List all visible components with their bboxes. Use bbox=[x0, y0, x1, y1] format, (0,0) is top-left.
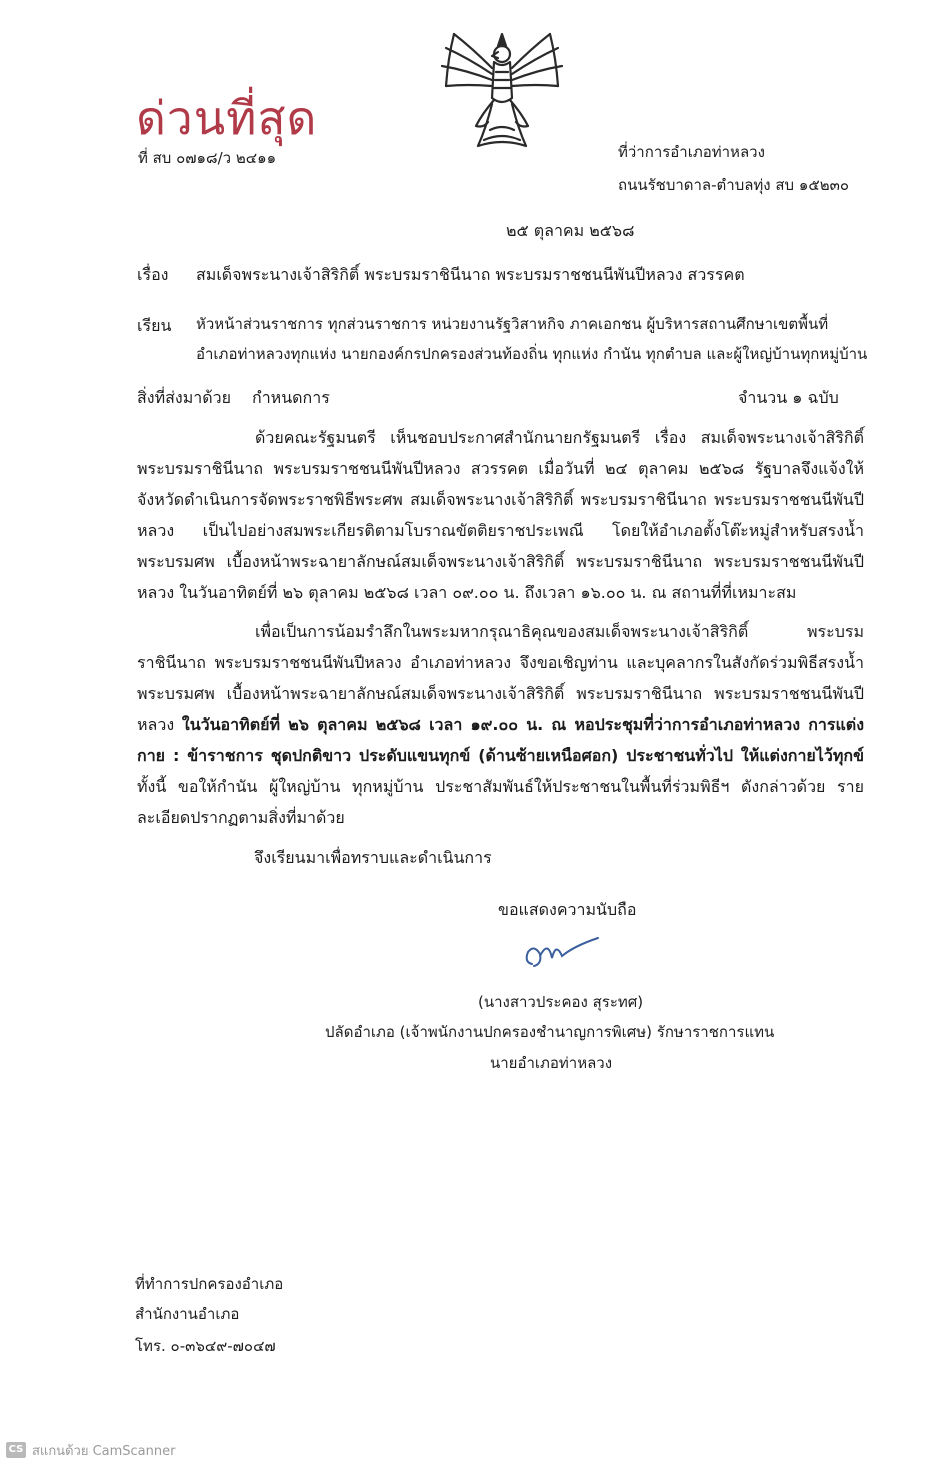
camscanner-logo-icon: CS bbox=[6, 1442, 26, 1458]
camscanner-watermark bbox=[6, 1441, 175, 1459]
ceremony-details: ในวันอาทิตย์ที่ ๒๖ ตุลาคม ๒๕๖๘ เวลา ๑๙.๐๐ น. ณ หอประชุมที่ว่าการอำเภอท่าหลวง การแต่งกาย : ข้าราชการ ชุดปกติขาว ประดับแขนทุกข์ (ด้านซ้ายเหนือศอก) ประชาชนทั่วไป ให้แต่งกายไว้ทุกข์ bbox=[137, 715, 864, 765]
reference-number: ที่ สบ ๐๗๑๘/ว ๒๔๑๑ bbox=[138, 149, 277, 167]
paragraph-2-intro: เพื่อเป็นการน้อมรำลึกในพระมหากรุณาธิคุณของสมเด็จพระนางเจ้าสิริกิติ์ พระบรมราชินีนาถ พระบรมราชชนนีพันปีหลวง อำเภอท่าหลวง จึงขอเชิญท่าน และบุคลากรในสังกัดร่วมพิธีสรงน้ำพระบรมศพ เบื้องหน้าพระฉายาลักษณ์สมเด็จพระนางเจ้าสิริกิติ์ พระบรมราชินีนาถ พระบรมราชชนนีพันปีหลวง bbox=[137, 622, 864, 734]
signatory-position-1: ปลัดอำเภอ (เจ้าพนักงานปกครองชำนาญการพิเศษ) รักษาราชการแทน bbox=[325, 1023, 775, 1041]
subject-label: เรื่อง bbox=[137, 265, 169, 284]
document-date: ๒๕ ตุลาคม ๒๕๖๘ bbox=[506, 221, 635, 240]
office-address-line1: ที่ว่าการอำเภอท่าหลวง bbox=[618, 143, 765, 161]
subject-text: สมเด็จพระนางเจ้าสิริกิติ์ พระบรมราชินีนาถ พระบรมราชชนนีพันปีหลวง สวรรคต bbox=[196, 265, 745, 284]
signature-icon bbox=[518, 932, 606, 974]
closing-request: จึงเรียนมาเพื่อทราบและดำเนินการ bbox=[254, 848, 492, 867]
footer-phone: โทร. ๐-๓๖๔๙-๗๐๔๗ bbox=[135, 1337, 276, 1355]
enclosure-count: จำนวน ๑ ฉบับ bbox=[738, 388, 839, 407]
enclosure-item: กำหนดการ bbox=[252, 388, 330, 407]
footer-office: สำนักงานอำเภอ bbox=[135, 1305, 240, 1323]
salutation: ขอแสดงความนับถือ bbox=[498, 900, 637, 919]
enclosure-label: สิ่งที่ส่งมาด้วย bbox=[137, 388, 231, 407]
to-line2: อำเภอท่าหลวงทุกแห่ง นายกองค์กรปกครองส่วนท้องถิ่น ทุกแห่ง กำนัน ทุกตำบล และผู้ใหญ่บ้านทุกหมู่บ้าน bbox=[196, 345, 868, 363]
body-paragraph-2 bbox=[137, 616, 864, 833]
to-line1: หัวหน้าส่วนราชการ ทุกส่วนราชการ หน่วยงานรัฐวิสาหกิจ ภาคเอกชน ผู้บริหารสถานศึกษาเขตพื้นที่ bbox=[196, 315, 829, 333]
paragraph-2-tail: ทั้งนี้ ขอให้กำนัน ผู้ใหญ่บ้าน ทุกหมู่บ้าน ประชาสัมพันธ์ให้ประชาชนในพื้นที่ร่วมพิธีฯ ดังกล่าวด้วย รายละเอียดปรากฏตามสิ่งที่มาด้วย bbox=[137, 777, 864, 827]
signatory-position-2: นายอำเภอท่าหลวง bbox=[490, 1054, 613, 1072]
signatory-name: (นางสาวประคอง สุระทศ) bbox=[478, 993, 644, 1011]
garuda-emblem-icon bbox=[432, 28, 572, 158]
urgency-stamp: ด่วนที่สุด bbox=[136, 91, 318, 145]
body-paragraph-1: ด้วยคณะรัฐมนตรี เห็นชอบประกาศสำนักนายกรัฐมนตรี เรื่อง สมเด็จพระนางเจ้าสิริกิติ์ พระบรมราชินีนาถ พระบรมราชชนนีพันปีหลวง สวรรคต เมื่อวันที่ ๒๔ ตุลาคม ๒๕๖๘ รัฐบาลจึงแจ้งให้จังหวัดดำเนินการจัดพระราชพิธีพระศพ สมเด็จพระนางเจ้าสิริกิติ์ พระบรมราชินีนาถ พระบรมราชชนนีพันปีหลวง เป็นไปอย่างสมพระเกียรติตามโบราณขัตติยราชประเพณี โดยให้อำเภอตั้งโต๊ะหมู่สำหรับสรงน้ำพระบรมศพ เบื้องหน้าพระฉายาลักษณ์สมเด็จพระนางเจ้าสิริกิติ์ พระบรมราชินีนาถ พระบรมราชชนนีพันปีหลวง ในวันอาทิตย์ที่ ๒๖ ตุลาคม ๒๕๖๘ เวลา ๐๙.๐๐ น. ถึงเวลา ๑๖.๐๐ น. ณ สถานที่ที่เหมาะสม bbox=[137, 428, 864, 602]
footer-department: ที่ทำการปกครองอำเภอ bbox=[135, 1275, 284, 1293]
office-address-line2: ถนนรัชบาดาล-ตำบลทุ่ง สบ ๑๕๒๓๐ bbox=[618, 176, 850, 194]
camscanner-label: สแกนด้วย CamScanner bbox=[32, 1443, 176, 1459]
to-label: เรียน bbox=[137, 316, 172, 335]
